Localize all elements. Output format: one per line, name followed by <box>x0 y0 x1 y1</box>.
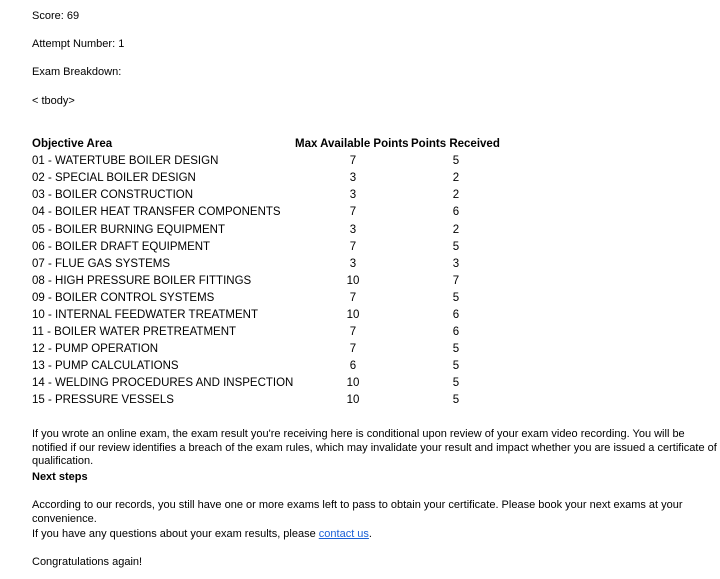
points-received-cell: 5 <box>452 360 460 373</box>
exam-breakdown-label: Exam Breakdown: <box>32 66 122 78</box>
points-received-cell: 6 <box>452 326 460 339</box>
objective-cell: 14 - WELDING PROCEDURES AND INSPECTION <box>32 377 294 390</box>
max-points-cell: 10 <box>346 308 360 321</box>
max-points-cell: 3 <box>349 257 357 270</box>
points-received-cell: 7 <box>452 274 460 287</box>
max-points-cell: 7 <box>349 343 357 356</box>
objective-cell: 13 - PUMP CALCULATIONS <box>32 360 179 373</box>
table-row <box>32 256 501 273</box>
exam-breakdown-table <box>32 136 501 410</box>
questions-suffix: . <box>368 528 372 540</box>
table-row <box>32 187 501 204</box>
max-points-cell: 3 <box>349 189 357 202</box>
max-points-cell: 10 <box>346 394 360 407</box>
score-line: Score: 69 <box>32 10 80 22</box>
max-points-cell: 7 <box>349 326 357 339</box>
points-received-cell: 6 <box>452 206 460 219</box>
points-received-cell: 2 <box>452 172 460 185</box>
objective-cell: 05 - BOILER BURNING EQUIPMENT <box>32 223 225 236</box>
objective-cell: 08 - HIGH PRESSURE BOILER FITTINGS <box>32 274 252 287</box>
table-row <box>32 290 501 307</box>
header-max-points: Max Available Points <box>295 138 409 151</box>
max-points-cell: 7 <box>349 155 357 168</box>
points-received-cell: 5 <box>452 377 460 390</box>
objective-cell: 09 - BOILER CONTROL SYSTEMS <box>32 291 215 304</box>
points-received-cell: 5 <box>452 240 460 253</box>
points-received-cell: 5 <box>452 291 460 304</box>
table-body <box>32 153 501 409</box>
max-points-cell: 3 <box>349 172 357 185</box>
points-received-cell: 2 <box>452 223 460 236</box>
objective-cell: 03 - BOILER CONSTRUCTION <box>32 189 194 202</box>
table-header-row <box>32 136 501 153</box>
records-paragraph: According to our records, you still have one or more exams left to pass to obtain your certificate. Please book your next exams at your convenience. <box>32 499 683 525</box>
objective-cell: 04 - BOILER HEAT TRANSFER COMPONENTS <box>32 206 281 219</box>
table-row <box>32 204 501 221</box>
table-row <box>32 358 501 375</box>
objective-cell: 01 - WATERTUBE BOILER DESIGN <box>32 155 219 168</box>
attempt-number-line: Attempt Number: 1 <box>32 38 125 50</box>
table-row <box>32 170 501 187</box>
stray-tbody-text: < tbody> <box>32 95 75 107</box>
questions-prefix: If you have any questions about your exam results, please <box>32 528 319 540</box>
header-objective-area: Objective Area <box>32 138 113 151</box>
table-row <box>32 221 501 238</box>
objective-cell: 12 - PUMP OPERATION <box>32 343 159 356</box>
objective-cell: 06 - BOILER DRAFT EQUIPMENT <box>32 240 211 253</box>
max-points-cell: 10 <box>346 274 360 287</box>
objective-cell: 07 - FLUE GAS SYSTEMS <box>32 257 171 270</box>
points-received-cell: 5 <box>452 155 460 168</box>
table-row <box>32 307 501 324</box>
table-row <box>32 239 501 256</box>
max-points-cell: 6 <box>349 360 357 373</box>
objective-cell: 02 - SPECIAL BOILER DESIGN <box>32 172 196 185</box>
max-points-cell: 10 <box>346 377 360 390</box>
table-row <box>32 375 501 392</box>
next-steps-heading: Next steps <box>32 471 88 483</box>
table-row <box>32 392 501 409</box>
table-row <box>32 341 501 358</box>
objective-cell: 10 - INTERNAL FEEDWATER TREATMENT <box>32 308 258 321</box>
points-received-cell: 5 <box>452 394 460 407</box>
max-points-cell: 7 <box>349 291 357 304</box>
objective-cell: 11 - BOILER WATER PRETREATMENT <box>32 326 237 339</box>
closing-line: Congratulations again! <box>32 556 143 568</box>
points-received-cell: 2 <box>452 189 460 202</box>
exam-review-notice: If you wrote an online exam, the exam result you're receiving here is conditional upon review of your exam video recording. You will be notified if our review identifies a breach of the exam rules, which may invalidate your result and impact whether you are issued a certificate of qualification. <box>32 428 717 467</box>
table-row <box>32 273 501 290</box>
points-received-cell: 6 <box>452 308 460 321</box>
points-received-cell: 3 <box>452 257 460 270</box>
max-points-cell: 3 <box>349 223 357 236</box>
contact-us-link[interactable]: contact us <box>318 528 369 540</box>
questions-paragraph <box>32 527 372 541</box>
objective-cell: 15 - PRESSURE VESSELS <box>32 394 174 407</box>
max-points-cell: 7 <box>349 240 357 253</box>
points-received-cell: 5 <box>452 343 460 356</box>
header-points-received: Points Received <box>411 138 500 151</box>
table-row <box>32 153 501 170</box>
max-points-cell: 7 <box>349 206 357 219</box>
table-row <box>32 324 501 341</box>
